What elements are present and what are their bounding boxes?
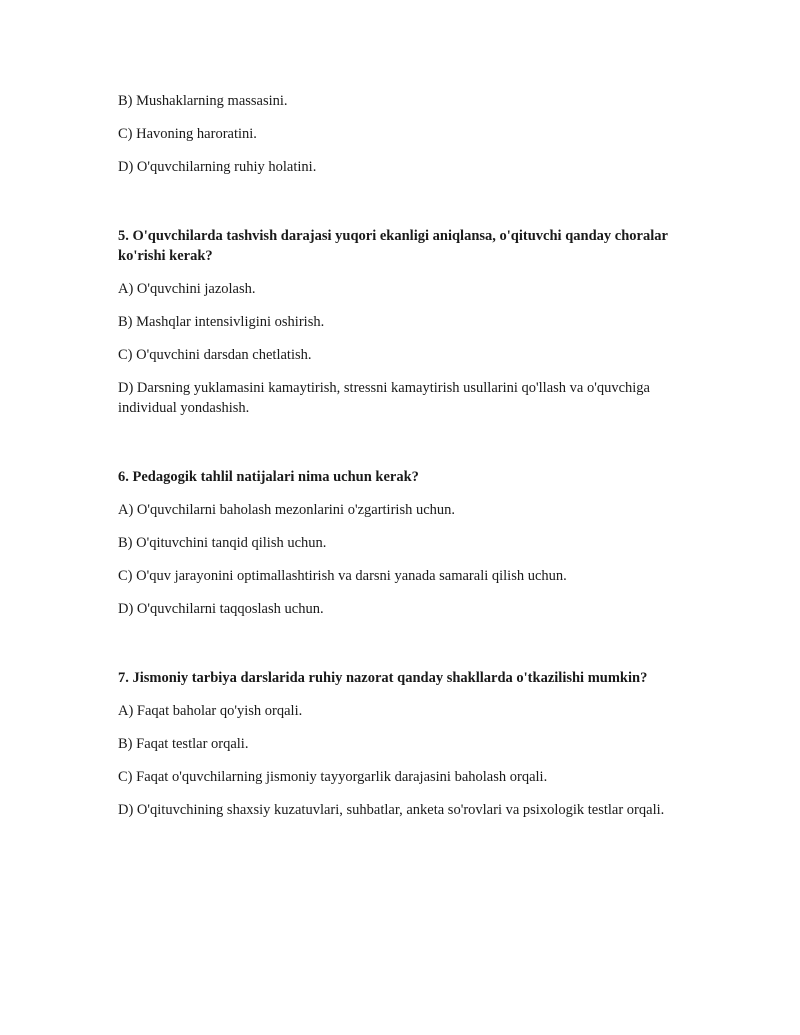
- option-d: D) O'quvchilarning ruhiy holatini.: [118, 159, 317, 175]
- option-d: D) Darsning yuklamasini kamaytirish, stressni kamaytirish usullarini qo'llash va o'quvchiga individual yondashish.: [118, 380, 650, 416]
- question-5: [118, 226, 678, 418]
- option-c: C) Faqat o'quvchilarning jismoniy tayyorgarlik darajasini baholash orqali.: [118, 769, 548, 785]
- question-title: 7. Jismoniy tarbiya darslarida ruhiy nazorat qanday shakllarda o'tkazilishi mumkin?: [118, 670, 648, 686]
- option-c: C) Havoning haroratini.: [118, 126, 257, 142]
- option-a: A) O'quvchini jazolash.: [118, 281, 256, 297]
- question-6: [118, 467, 678, 619]
- question-title: 6. Pedagogik tahlil natijalari nima uchun kerak?: [118, 469, 419, 485]
- option-b: B) Mushaklarning massasini.: [118, 93, 288, 109]
- option-c: C) O'quv jarayonini optimallashtirish va darsni yanada samarali qilish uchun.: [118, 568, 567, 584]
- option-c: C) O'quvchini darsdan chetlatish.: [118, 347, 312, 363]
- option-d: D) O'quvchilarni taqqoslash uchun.: [118, 601, 324, 617]
- option-b: B) Mashqlar intensivligini oshirish.: [118, 314, 325, 330]
- option-a: A) Faqat baholar qo'yish orqali.: [118, 703, 303, 719]
- option-a: A) O'quvchilarni baholash mezonlarini o'zgartirish uchun.: [118, 502, 456, 518]
- question-7: [118, 668, 678, 820]
- option-d: D) O'qituvchining shaxsiy kuzatuvlari, suhbatlar, anketa so'rovlari va psixologik testlar orqali.: [118, 802, 665, 818]
- option-b: B) O'qituvchini tanqid qilish uchun.: [118, 535, 327, 551]
- option-b: B) Faqat testlar orqali.: [118, 736, 249, 752]
- document-page: [118, 91, 678, 833]
- question-4-options: [118, 91, 678, 177]
- question-title: 5. O'quvchilarda tashvish darajasi yuqori ekanligi aniqlansa, o'qituvchi qanday choralar ko'rishi kerak?: [118, 228, 668, 264]
